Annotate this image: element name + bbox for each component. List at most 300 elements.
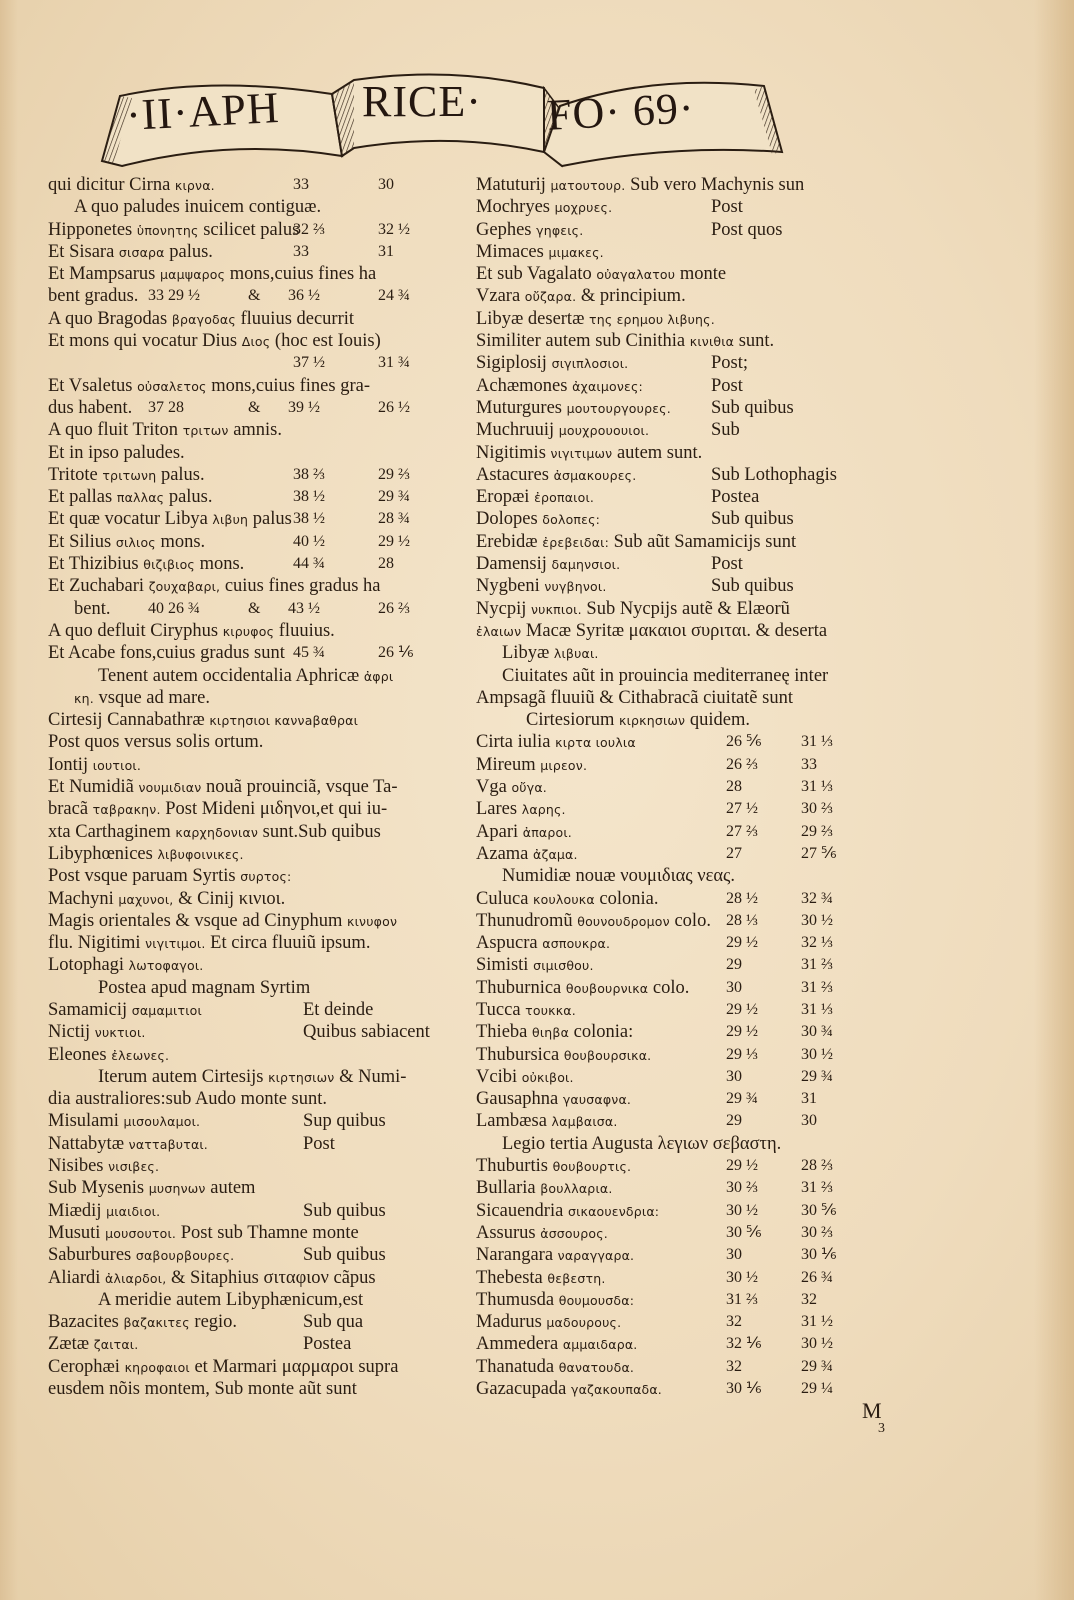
greek-text: μισουλαμοι. bbox=[123, 1114, 201, 1130]
coordinate-value: 38 ½ bbox=[293, 510, 325, 528]
greek-text: νουμιδιαν bbox=[138, 780, 202, 796]
latin-text: Et Numidiã bbox=[48, 777, 134, 798]
latin-text: Aliardi bbox=[48, 1267, 101, 1288]
section-heading bbox=[476, 1133, 916, 1155]
city-latin: Gausaphna bbox=[476, 1089, 559, 1110]
city-greek: οὔγα. bbox=[511, 780, 547, 796]
text-line bbox=[48, 1267, 448, 1289]
latitude: 31 ⅔ bbox=[801, 978, 833, 996]
text-line bbox=[48, 910, 448, 932]
city-latin: Ammedera bbox=[476, 1334, 559, 1355]
side-note: Sub quibus bbox=[711, 576, 794, 597]
greek-text: μαμψαρος bbox=[160, 267, 226, 283]
line-text bbox=[48, 844, 244, 864]
latin-text: Libyphœnices bbox=[48, 843, 153, 864]
latin-text: fluuius decurrit bbox=[240, 308, 355, 329]
latin-text: Sub vero Machynis sun bbox=[630, 175, 805, 195]
coordinate-value: 26 ⅙ bbox=[378, 644, 414, 662]
latin-text: palus. bbox=[160, 464, 205, 485]
latin-text: scilicet palus bbox=[203, 219, 300, 240]
line-text bbox=[48, 777, 398, 797]
line-text bbox=[476, 286, 686, 306]
latin-text: Nigitimis bbox=[476, 442, 546, 463]
city-name bbox=[476, 1290, 634, 1310]
city-latin: Thubursica bbox=[476, 1044, 560, 1065]
city-name bbox=[476, 1357, 634, 1377]
text-line bbox=[48, 219, 448, 241]
latin-text: Zætæ bbox=[48, 1334, 90, 1355]
line-text bbox=[48, 1067, 406, 1087]
greek-text: σαβουρβουρες. bbox=[135, 1248, 235, 1264]
text-line bbox=[48, 508, 448, 530]
latin-text: autem sunt. bbox=[616, 442, 703, 463]
greek-text: νισιβες. bbox=[108, 1159, 160, 1175]
latin-text: eusdem nõis montem, bbox=[48, 1379, 210, 1400]
latin-text: Et sub Vagalato bbox=[476, 264, 592, 285]
text-line bbox=[48, 575, 448, 597]
table-row bbox=[476, 954, 916, 976]
longitude: 29 ⅓ bbox=[726, 1045, 758, 1063]
text-line bbox=[48, 285, 448, 307]
city-greek: θουνουδρομον bbox=[577, 913, 670, 929]
coordinate-value: 29 ¾ bbox=[378, 488, 410, 506]
table-row bbox=[476, 910, 916, 932]
side-note: Sub quibus bbox=[303, 1200, 386, 1221]
city-name bbox=[476, 955, 594, 975]
city-latin: Thebesta bbox=[476, 1267, 543, 1288]
line-text bbox=[48, 286, 138, 306]
latin-text: Post sub Thamne monte bbox=[180, 1222, 359, 1243]
text-line bbox=[48, 1088, 448, 1110]
city-suffix: colo. bbox=[652, 977, 690, 998]
signature-number: 3 bbox=[878, 1421, 885, 1436]
longitude: 28 ⅓ bbox=[726, 911, 758, 929]
latin-text: Nycpij bbox=[476, 598, 527, 619]
city-latin: Lares bbox=[476, 799, 518, 820]
longitude: 30 ⅙ bbox=[726, 1380, 762, 1398]
text-line bbox=[48, 263, 448, 285]
latin-text: Mochryes bbox=[476, 197, 550, 218]
line-text bbox=[48, 264, 376, 284]
latin-text: amnis. bbox=[233, 420, 283, 441]
line-text bbox=[476, 509, 600, 529]
city-greek: λαρης. bbox=[521, 802, 566, 818]
line-text bbox=[476, 643, 599, 663]
line-text bbox=[476, 688, 793, 708]
line-text bbox=[48, 1022, 146, 1042]
city-greek: σιμισθου. bbox=[533, 958, 594, 974]
line-text bbox=[476, 420, 649, 440]
city-latin: Sicauendria bbox=[476, 1200, 564, 1221]
text-line bbox=[476, 598, 916, 620]
longitude: 26 ⅔ bbox=[726, 755, 758, 773]
line-text bbox=[476, 621, 827, 641]
table-row bbox=[476, 1088, 916, 1110]
header-banner bbox=[92, 66, 792, 170]
line-text bbox=[476, 710, 750, 730]
longitude: 29 bbox=[726, 956, 742, 974]
city-greek: κουλουκα bbox=[533, 891, 595, 907]
coordinate-value: 30 bbox=[378, 176, 394, 193]
text-line bbox=[48, 1356, 448, 1378]
latin-text: Tenent autem occidentalia Aphricæ bbox=[98, 665, 360, 686]
latin-text: Bazacites bbox=[48, 1312, 119, 1333]
line-text bbox=[48, 599, 110, 619]
text-line bbox=[48, 1333, 448, 1355]
text-line bbox=[48, 1222, 448, 1244]
latin-text: & Cinij κινιοι. bbox=[178, 888, 286, 909]
greek-text: ζαιται. bbox=[93, 1337, 139, 1353]
greek-text: βαζακιτες bbox=[123, 1315, 190, 1331]
latin-text: Postea apud magnam Syrtim bbox=[98, 977, 311, 998]
latin-text: Et in ipso paludes. bbox=[48, 442, 185, 463]
latin-text: Nattabytæ bbox=[48, 1133, 125, 1154]
line-text bbox=[476, 465, 636, 485]
city-name bbox=[476, 1089, 631, 1109]
line-text bbox=[48, 331, 381, 351]
text-line bbox=[48, 1289, 448, 1311]
city-greek: θεβεστη. bbox=[547, 1270, 606, 1286]
line-text bbox=[48, 465, 205, 485]
line-text bbox=[476, 487, 594, 507]
coordinate-value: 33 bbox=[293, 242, 309, 260]
latin-text: palus. bbox=[168, 487, 213, 508]
text-line bbox=[476, 464, 916, 486]
latin-text: Sub monte aũt sunt bbox=[214, 1379, 357, 1400]
coordinate-value: 36 ½ bbox=[288, 287, 320, 305]
latin-text: Tritote bbox=[48, 464, 98, 485]
greek-text: κηροφαιοι bbox=[124, 1359, 190, 1375]
text-line bbox=[476, 442, 916, 464]
city-greek: γαζακουπαδα. bbox=[571, 1382, 662, 1398]
coordinate-value: 31 ¾ bbox=[378, 354, 410, 372]
city-latin: Tucca bbox=[476, 999, 521, 1020]
text-line bbox=[48, 598, 448, 620]
city-name bbox=[476, 1268, 606, 1288]
line-text bbox=[476, 331, 774, 351]
table-row bbox=[476, 1110, 916, 1132]
table-row bbox=[476, 999, 916, 1021]
greek-text: νυκτιοι. bbox=[94, 1025, 146, 1041]
text-line bbox=[476, 196, 916, 218]
latin-text: Libyæ desertæ bbox=[476, 308, 585, 329]
city-latin: Lambæsa bbox=[476, 1111, 547, 1132]
greek-text: μουτουργουρες. bbox=[566, 400, 671, 416]
greek-text: ὑπονητης bbox=[136, 222, 199, 238]
line-text bbox=[48, 1290, 363, 1310]
table-row bbox=[476, 1177, 916, 1199]
line-text bbox=[48, 242, 213, 262]
city-name bbox=[476, 978, 689, 998]
text-line bbox=[48, 754, 448, 776]
line-text bbox=[48, 376, 370, 396]
greek-text: βραγοδας bbox=[171, 311, 236, 327]
latin-text: Cerophæi bbox=[48, 1356, 120, 1377]
latin-text: Machyni bbox=[48, 888, 114, 909]
city-name bbox=[476, 799, 566, 819]
greek-text: μιμακες. bbox=[548, 244, 604, 260]
city-latin: Thuburnica bbox=[476, 977, 562, 998]
text-line bbox=[48, 1177, 448, 1199]
table-row bbox=[476, 754, 916, 776]
line-text bbox=[48, 1201, 160, 1221]
coordinate-value: 33 29 ½ bbox=[148, 287, 200, 305]
line-text bbox=[476, 175, 804, 195]
latin-text: Sub aũt Samamicijs sunt bbox=[613, 531, 797, 552]
longitude: 31 ⅔ bbox=[726, 1290, 758, 1308]
line-text bbox=[476, 443, 702, 463]
text-line bbox=[48, 932, 448, 954]
text-line bbox=[48, 776, 448, 798]
latitude: 27 ⅚ bbox=[801, 844, 837, 862]
text-line bbox=[48, 1021, 448, 1043]
latin-text: Et Mampsarus bbox=[48, 264, 156, 285]
greek-text: γηφεις. bbox=[536, 222, 584, 238]
line-text bbox=[48, 1111, 200, 1131]
longitude: 26 ⅚ bbox=[726, 733, 762, 751]
text-line bbox=[476, 308, 916, 330]
line-text bbox=[476, 264, 726, 284]
latin-text: & Sitaphius σιταφιον cãpus bbox=[171, 1267, 376, 1288]
greek-text: συρτος: bbox=[240, 869, 292, 885]
line-text bbox=[48, 1245, 234, 1265]
text-line bbox=[476, 620, 916, 642]
greek-text: ἐλαιων bbox=[476, 623, 522, 639]
latin-text: Samamicij bbox=[48, 999, 128, 1020]
text-line bbox=[476, 486, 916, 508]
greek-text: κιρκησιων bbox=[619, 713, 686, 729]
latin-text: Et quæ vocatur Libya bbox=[48, 509, 208, 530]
text-line bbox=[48, 888, 448, 910]
greek-text: οὔζαρα. bbox=[524, 289, 577, 305]
latin-text: flu. Nigitimi bbox=[48, 933, 141, 954]
line-text bbox=[48, 220, 299, 240]
latitude: 30 bbox=[801, 1112, 817, 1130]
latin-text: & Numi- bbox=[339, 1066, 407, 1087]
city-latin: Thuburtis bbox=[476, 1156, 548, 1177]
greek-text: σαμαμιτιοι bbox=[131, 1002, 202, 1018]
latin-text: Cirtesij Cannabathræ bbox=[48, 710, 205, 731]
section-heading bbox=[476, 865, 916, 887]
text-line bbox=[48, 999, 448, 1021]
text-line bbox=[48, 954, 448, 976]
latin-text: Ciuitates aũt in prouincia mediterraneę inter bbox=[502, 665, 829, 686]
text-line bbox=[476, 553, 916, 575]
text-line bbox=[48, 531, 448, 553]
city-name bbox=[476, 1245, 634, 1265]
city-latin: Thunudromũ bbox=[476, 910, 573, 931]
latin-text: Saburbures bbox=[48, 1245, 132, 1266]
latin-text: Et mons qui vocatur Dius bbox=[48, 331, 238, 352]
latin-text: Nictij bbox=[48, 1022, 91, 1043]
latin-text: Similiter autem sub Cinithia bbox=[476, 331, 686, 352]
latin-text: Vzara bbox=[476, 286, 521, 307]
city-greek: ασπουκρα. bbox=[542, 936, 611, 952]
city-name bbox=[476, 1156, 631, 1176]
city-greek: ἀπαροι. bbox=[522, 824, 572, 840]
line-text bbox=[48, 309, 354, 329]
greek-text: μοχρυες. bbox=[554, 200, 613, 216]
line-text bbox=[48, 1045, 169, 1065]
latin-text: Et Silius bbox=[48, 531, 112, 552]
line-text bbox=[476, 353, 628, 373]
latin-text: A quo Bragodas bbox=[48, 308, 168, 329]
page-edge-right bbox=[1034, 0, 1074, 1600]
banner-text-part: RICE· bbox=[362, 77, 482, 126]
line-text bbox=[48, 532, 205, 552]
table-row bbox=[476, 1155, 916, 1177]
latitude: 30 ⅚ bbox=[801, 1201, 837, 1219]
city-name bbox=[476, 933, 610, 953]
latin-text: Et Sisara bbox=[48, 241, 115, 262]
latin-text: Astacures bbox=[476, 464, 549, 485]
line-text bbox=[476, 376, 643, 396]
city-latin: Vga bbox=[476, 777, 507, 798]
latin-text: A quo paludes inuicem contiguæ. bbox=[74, 197, 322, 218]
longitude: 28 ½ bbox=[726, 889, 758, 907]
text-line bbox=[476, 375, 916, 397]
longitude: 29 bbox=[726, 1112, 742, 1130]
table-row bbox=[476, 1289, 916, 1311]
table-row bbox=[476, 798, 916, 820]
text-line bbox=[476, 665, 916, 687]
line-text bbox=[48, 509, 292, 529]
city-latin: Madurus bbox=[476, 1312, 542, 1333]
table-row bbox=[476, 776, 916, 798]
line-text bbox=[48, 1312, 237, 1332]
latitude: 30 ⅔ bbox=[801, 800, 833, 818]
greek-text: ἀχαιμονες: bbox=[572, 378, 643, 394]
latin-text: cuius fines gradus ha bbox=[224, 576, 381, 597]
city-latin: Culuca bbox=[476, 888, 529, 909]
city-latin: Simisti bbox=[476, 955, 529, 976]
line-text bbox=[48, 1156, 159, 1176]
line-text bbox=[48, 443, 185, 463]
greek-text: κη. bbox=[74, 690, 94, 706]
greek-text: δολοπες: bbox=[542, 512, 601, 528]
latin-text: regio. bbox=[194, 1312, 238, 1333]
side-note: Sup quibus bbox=[303, 1111, 386, 1132]
latin-text: (hoc est Iouis) bbox=[274, 331, 381, 352]
latin-text: A quo defluit Ciryphus bbox=[48, 620, 219, 641]
latin-text: sunt.Sub quibus bbox=[262, 821, 381, 842]
text-line bbox=[48, 1311, 448, 1333]
line-text bbox=[476, 220, 583, 240]
city-name bbox=[476, 844, 578, 864]
text-line bbox=[476, 330, 916, 352]
text-line bbox=[476, 419, 916, 441]
coordinate-value: 28 bbox=[378, 555, 394, 573]
greek-text: λιβυφοινικες. bbox=[157, 846, 244, 862]
latin-text: Post vsque paruam Syrtis bbox=[48, 866, 236, 887]
text-line bbox=[48, 709, 448, 731]
city-latin: Gazacupada bbox=[476, 1379, 567, 1400]
text-line bbox=[476, 642, 916, 664]
city-latin: Assurus bbox=[476, 1222, 536, 1243]
latin-text: Eleones bbox=[48, 1044, 107, 1065]
city-greek: βουλλαρια. bbox=[540, 1181, 613, 1197]
text-line bbox=[48, 486, 448, 508]
latin-text: Lotophagi bbox=[48, 955, 125, 976]
latin-text: Et Vsaletus bbox=[48, 375, 133, 396]
city-name bbox=[476, 1223, 608, 1243]
line-text bbox=[476, 398, 671, 418]
greek-text: κινιθια bbox=[689, 334, 735, 350]
latitude: 29 ¼ bbox=[801, 1380, 833, 1398]
line-text bbox=[48, 576, 380, 596]
text-line bbox=[48, 1110, 448, 1132]
text-line bbox=[48, 731, 448, 753]
city-greek: κιρτα ιουλια bbox=[555, 735, 636, 751]
greek-text: ἐρεβειδαι: bbox=[542, 534, 610, 550]
table-row bbox=[476, 1222, 916, 1244]
latitude: 32 bbox=[801, 1290, 817, 1308]
line-text bbox=[48, 889, 285, 909]
text-line bbox=[476, 397, 916, 419]
text-line bbox=[48, 1155, 448, 1177]
text-line bbox=[48, 1244, 448, 1266]
greek-text: δαμηνσιοι. bbox=[551, 557, 621, 573]
greek-text: τριτων bbox=[182, 423, 229, 439]
city-greek: θουβουρνικα bbox=[565, 980, 649, 996]
ampersand: & bbox=[248, 287, 261, 305]
coordinate-value: 37 28 bbox=[148, 398, 184, 416]
ampersand: & bbox=[248, 398, 261, 416]
side-note: Sub quibus bbox=[711, 509, 794, 530]
city-latin: Thumusda bbox=[476, 1289, 555, 1310]
longitude: 32 ⅙ bbox=[726, 1335, 762, 1353]
text-line bbox=[48, 419, 448, 441]
coordinate-value: 38 ⅔ bbox=[293, 465, 325, 483]
latin-text: Ampsagã fluuiũ & Cithabracã ciuitatẽ sunt bbox=[476, 687, 793, 708]
greek-text: σισαρα bbox=[118, 244, 165, 260]
coordinate-value: 39 ½ bbox=[288, 398, 320, 416]
text-line bbox=[48, 620, 448, 642]
city-name bbox=[476, 1178, 613, 1198]
latin-text: Nisibes bbox=[48, 1156, 104, 1177]
longitude: 29 ½ bbox=[726, 1000, 758, 1018]
latitude: 31 ⅔ bbox=[801, 1179, 833, 1197]
heading-text: Numidiæ nouæ νουμιδιας νεας. bbox=[502, 866, 735, 887]
city-name bbox=[476, 732, 636, 752]
latin-text: mons,cuius fines gra- bbox=[211, 375, 370, 396]
table-row bbox=[476, 1244, 916, 1266]
greek-text: ἀλιαρδοι, bbox=[105, 1270, 167, 1286]
latitude: 32 ⅓ bbox=[801, 934, 833, 952]
latin-text: Sigiplosij bbox=[476, 353, 547, 374]
side-note: Sub quibus bbox=[711, 397, 794, 418]
latin-text: monte bbox=[679, 264, 727, 285]
greek-text: μουχρουουιοι. bbox=[558, 423, 650, 439]
city-greek: μιρεον. bbox=[540, 757, 588, 773]
table-row bbox=[476, 977, 916, 999]
coordinate-value: 26 ½ bbox=[378, 398, 410, 416]
greek-text: σιλιος bbox=[115, 534, 156, 550]
greek-text: κιρνα. bbox=[174, 178, 215, 193]
greek-text: μιαιδιοι. bbox=[106, 1203, 161, 1219]
coordinate-value: 28 ¾ bbox=[378, 510, 410, 528]
city-greek: ναραγγαρα. bbox=[557, 1248, 635, 1264]
latin-text: vsque ad mare. bbox=[98, 687, 210, 708]
line-text bbox=[48, 933, 370, 953]
greek-text: κιρτησιων bbox=[268, 1069, 335, 1085]
latin-text: Nygbeni bbox=[476, 576, 540, 597]
side-note: Post; bbox=[711, 353, 749, 374]
coordinate-value: 24 ¾ bbox=[378, 287, 410, 305]
text-line bbox=[476, 575, 916, 597]
city-latin: Thanatuda bbox=[476, 1356, 555, 1377]
latin-text: Achæmones bbox=[476, 375, 568, 396]
